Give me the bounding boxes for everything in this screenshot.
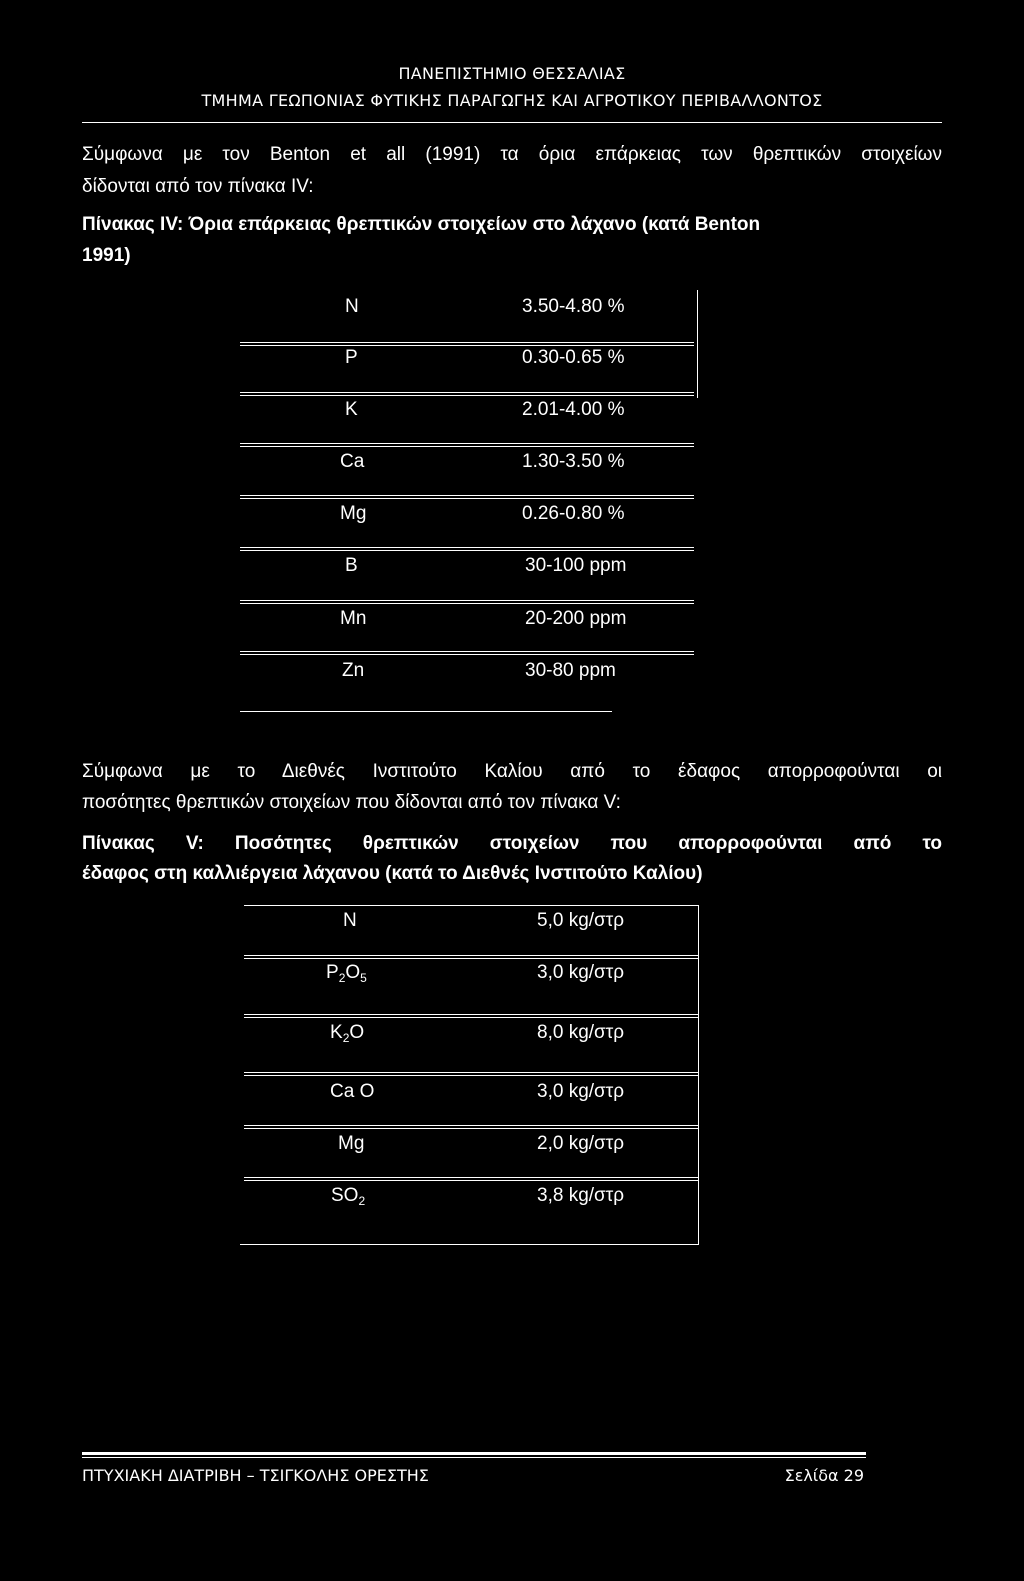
- table4-value: 30-80 ppm: [525, 660, 616, 681]
- table5-value: 5,0 kg/στρ: [537, 910, 625, 931]
- table4-value: 20-200 ppm: [525, 608, 627, 629]
- table4-value: 0.26-0.80 %: [522, 503, 625, 524]
- table4-element: N: [345, 296, 359, 317]
- table4-row-divider: [240, 547, 694, 551]
- footer-page-number: Σελίδα 29: [784, 1466, 864, 1485]
- table4-element: Ca: [340, 451, 365, 472]
- table5-row-divider: [244, 1014, 698, 1018]
- table4-element: K: [345, 399, 358, 420]
- table4-element: Mn: [340, 608, 367, 629]
- table5-element: N: [343, 910, 357, 931]
- table4-value: 1.30-3.50 %: [522, 451, 625, 472]
- table4-row-divider: [240, 392, 694, 396]
- header-university: ΠΑΝΕΠΙΣΤΗΜΙΟ ΘΕΣΣΑΛΙΑΣ: [398, 64, 626, 83]
- table5-row-divider: [244, 955, 698, 959]
- table4-caption-line1: Πίνακας IV: Όρια επάρκειας θρεπτικών στοιχείων στο λάχανο (κατά Benton: [82, 214, 761, 235]
- table5-value: 8,0 kg/στρ: [537, 1022, 625, 1043]
- table4-row-divider: [240, 651, 694, 655]
- table4-row-divider: [240, 443, 694, 447]
- table4-caption-line2: 1991): [82, 245, 131, 266]
- table5-element: Mg: [338, 1133, 365, 1154]
- header-department: ΤΜΗΜΑ ΓΕΩΠΟΝΙΑΣ ΦΥΤΙΚΗΣ ΠΑΡΑΓΩΓΗΣ ΚΑΙ ΑΓΡΟΤΙΚΟΥ ΠΕΡΙΒΑΛΛΟΝΤΟΣ: [201, 91, 823, 110]
- table4-right-border: [697, 290, 698, 398]
- table5-value: 3,0 kg/στρ: [537, 962, 625, 983]
- table4-row-divider: [240, 342, 694, 346]
- table5-row-divider: [244, 1125, 698, 1129]
- table4-value: 30-100 ppm: [525, 555, 627, 576]
- footer-divider-thin: [82, 1457, 866, 1458]
- table5-top-rule: [244, 905, 698, 906]
- intro2-line1: Σύμφωνα με το Διεθνές Ινστιτούτο Καλίου από το έδαφος απορροφούνται οι: [82, 761, 942, 782]
- table4-element: P: [345, 347, 358, 368]
- table5-value: 3,0 kg/στρ: [537, 1081, 625, 1102]
- table5-element: $P_2O_5$: [326, 962, 367, 985]
- intro1-line1: Σύμφωνα με τον Benton et all (1991) τα όρια επάρκειας των θρεπτικών στοιχείων: [82, 144, 942, 165]
- intro2-line2: ποσότητες θρεπτικών στοιχείων που δίδονται από τον πίνακα V:: [82, 792, 621, 813]
- table5-value: 3,8 kg/στρ: [537, 1185, 625, 1206]
- table5-bottom-rule: [240, 1244, 698, 1245]
- table5-element: $K_2O$: [330, 1022, 365, 1045]
- table4-row-divider: [240, 600, 694, 604]
- footer-divider: [82, 1452, 866, 1455]
- table4-value: 3.50-4.80 %: [522, 296, 625, 317]
- table5-caption-line1: Πίνακας V: Ποσότητες θρεπτικών στοιχείων που απορροφούνται από το: [82, 833, 942, 854]
- table4-element: Mg: [340, 503, 367, 524]
- table5-right-border: [698, 905, 699, 1245]
- footer-author: ΠΤΥΧΙΑΚΗ ΔΙΑΤΡΙΒΗ – ΤΣΙΓΚΟΛΗΣ ΟΡΕΣΤΗΣ: [82, 1466, 429, 1485]
- table5-element: $SO_2$: [331, 1185, 366, 1208]
- table4-value: 0.30-0.65 %: [522, 347, 625, 368]
- table5-value: 2,0 kg/στρ: [537, 1133, 625, 1154]
- table4-bottom-rule: [240, 711, 612, 712]
- table4-value: 2.01-4.00 %: [522, 399, 625, 420]
- table4-element: B: [345, 555, 358, 576]
- table5-row-divider: [244, 1072, 698, 1076]
- table5-element: Ca O: [330, 1081, 375, 1102]
- table5-caption-line2: έδαφος στη καλλιέργεια λάχανου (κατά το Διεθνές Ινστιτούτο Καλίου): [82, 863, 703, 884]
- intro1-line2: δίδονται από τον πίνακα IV:: [82, 176, 314, 197]
- table4-row-divider: [240, 495, 694, 499]
- table5-row-divider: [244, 1177, 698, 1181]
- table4-element: Zn: [342, 660, 365, 681]
- header-divider: [82, 122, 942, 123]
